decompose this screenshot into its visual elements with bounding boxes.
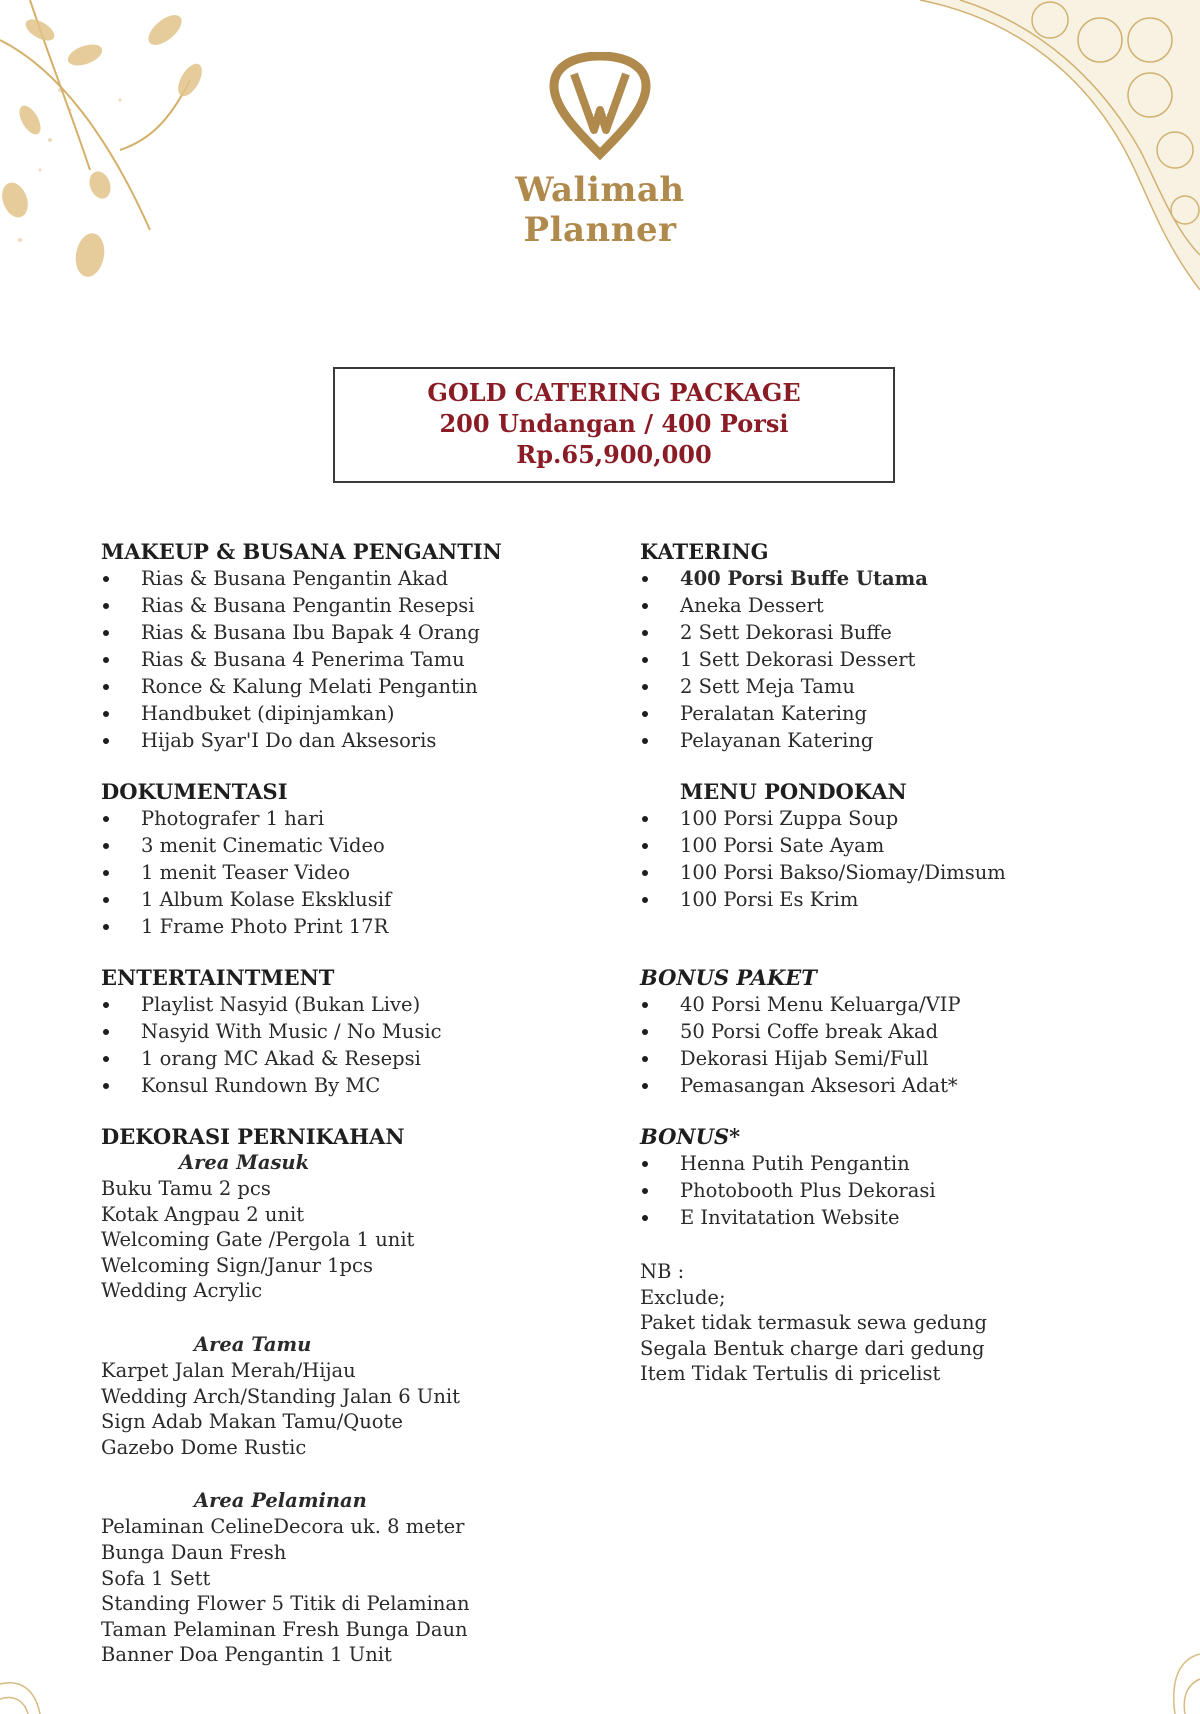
list-item: Sofa 1 Sett: [101, 1566, 211, 1590]
list-item: 2 Sett Dekorasi Buffe: [640, 619, 1160, 646]
list-item: 100 Porsi Zuppa Soup: [640, 805, 1160, 832]
list-item: Konsul Rundown By MC: [101, 1072, 621, 1099]
section-title-makeup: MAKEUP & BUSANA PENGANTIN: [101, 539, 502, 564]
list-item: Segala Bentuk charge dari gedung: [640, 1336, 985, 1360]
list-makeup: [101, 565, 621, 754]
list-item: Rias & Busana Pengantin Akad: [101, 565, 621, 592]
notes-exclude-label: Exclude;: [640, 1285, 726, 1309]
subsection-area-tamu: Area Tamu: [194, 1332, 312, 1356]
list-item: 2 Sett Meja Tamu: [640, 673, 1160, 700]
list-item: 1 orang MC Akad & Resepsi: [101, 1045, 621, 1072]
list-item: Henna Putih Pengantin: [640, 1150, 1160, 1177]
list-item: Rias & Busana Pengantin Resepsi: [101, 592, 621, 619]
list-item: Wedding Arch/Standing Jalan 6 Unit: [101, 1384, 460, 1408]
walimah-logo-icon: [548, 52, 652, 160]
list-item: E Invitatation Website: [640, 1204, 1160, 1231]
list-item: Karpet Jalan Merah/Hijau: [101, 1358, 356, 1382]
subsection-area-pelaminan: Area Pelaminan: [194, 1489, 367, 1513]
right-column: [640, 538, 1160, 1387]
section-title-dokumentasi: DOKUMENTASI: [101, 779, 288, 804]
list-item: Wedding Acrylic: [101, 1279, 263, 1303]
list-item: Welcoming Gate /Pergola 1 unit: [101, 1228, 415, 1252]
gold-arch-decoration: [900, 0, 1200, 290]
gold-leaves-decoration: [0, 0, 220, 300]
list-item: 1 Sett Dekorasi Dessert: [640, 646, 1160, 673]
list-item: Kotak Angpau 2 unit: [101, 1202, 305, 1226]
list-item: Standing Flower 5 Titik di Pelaminan: [101, 1592, 470, 1616]
list-item: 3 menit Cinematic Video: [101, 832, 621, 859]
list-item: Sign Adab Makan Tamu/Quote: [101, 1410, 403, 1434]
section-title-menu-pondokan: MENU PONDOKAN: [680, 779, 907, 804]
list-item: 40 Porsi Menu Keluarga/VIP: [640, 991, 1160, 1018]
list-menu-pondokan: [640, 805, 1160, 913]
list-bonus-paket: [640, 991, 1160, 1099]
brand-logo: [440, 52, 760, 250]
section-title-entertainment: ENTERTAINTMENT: [101, 965, 335, 990]
list-item: Pelaminan CelineDecora uk. 8 meter: [101, 1515, 465, 1539]
list-item: Rias & Busana Ibu Bapak 4 Orang: [101, 619, 621, 646]
list-item: Hijab Syar'I Do dan Aksesoris: [101, 727, 621, 754]
package-guests: 200 Undangan / 400 Porsi: [439, 409, 789, 438]
gold-flower-decoration: [1140, 1634, 1200, 1714]
left-column: [101, 538, 621, 1668]
list-item: 400 Porsi Buffe Utama: [640, 565, 1160, 592]
list-item: Peralatan Katering: [640, 700, 1160, 727]
list-dokumentasi: [101, 805, 621, 940]
notes-label: NB :: [640, 1260, 685, 1283]
list-item: 1 Frame Photo Print 17R: [101, 913, 621, 940]
list-item: Nasyid With Music / No Music: [101, 1018, 621, 1045]
package-price: Rp.65,900,000: [516, 440, 712, 469]
section-title-katering: KATERING: [640, 539, 769, 564]
list-item: Bunga Daun Fresh: [101, 1540, 287, 1564]
package-header: [333, 367, 895, 483]
list-item: Ronce & Kalung Melati Pengantin: [101, 673, 621, 700]
package-title: GOLD CATERING PACKAGE: [427, 378, 801, 407]
list-item: Welcoming Sign/Janur 1pcs: [101, 1253, 373, 1277]
list-item: Buku Tamu 2 pcs: [101, 1177, 271, 1200]
list-katering: [640, 565, 1160, 754]
list-item: 50 Porsi Coffe break Akad: [640, 1018, 1160, 1045]
list-item: Pemasangan Aksesori Adat*: [640, 1072, 1160, 1099]
list-item: 1 menit Teaser Video: [101, 859, 621, 886]
section-title-bonus-paket: BONUS PAKET: [640, 965, 817, 990]
list-item: Aneka Dessert: [640, 592, 1160, 619]
list-item: Item Tidak Tertulis di pricelist: [640, 1362, 941, 1386]
list-item: Paket tidak termasuk sewa gedung: [640, 1311, 988, 1335]
list-item: Rias & Busana 4 Penerima Tamu: [101, 646, 621, 673]
list-item: Playlist Nasyid (Bukan Live): [101, 991, 621, 1018]
section-title-bonus: BONUS*: [640, 1124, 741, 1149]
list-item: Banner Doa Pengantin 1 Unit: [101, 1643, 392, 1667]
gold-flower-decoration: [0, 1624, 90, 1714]
list-item: 100 Porsi Sate Ayam: [640, 832, 1160, 859]
list-item: Pelayanan Katering: [640, 727, 1160, 754]
list-entertainment: [101, 991, 621, 1099]
list-item: Photografer 1 hari: [101, 805, 621, 832]
list-item: Handbuket (dipinjamkan): [101, 700, 621, 727]
list-item: 100 Porsi Es Krim: [640, 886, 1160, 913]
brand-name: Walimah Planner: [515, 170, 685, 250]
list-item: 100 Porsi Bakso/Siomay/Dimsum: [640, 859, 1160, 886]
list-item: Dekorasi Hijab Semi/Full: [640, 1045, 1160, 1072]
list-item: Photobooth Plus Dekorasi: [640, 1177, 1160, 1204]
section-title-dekorasi: DEKORASI PERNIKAHAN: [101, 1124, 405, 1149]
subsection-area-masuk: Area Masuk: [179, 1151, 310, 1174]
list-item: 1 Album Kolase Eksklusif: [101, 886, 621, 913]
list-item: Gazebo Dome Rustic: [101, 1435, 307, 1459]
list-bonus: [640, 1150, 1160, 1231]
list-item: Taman Pelaminan Fresh Bunga Daun: [101, 1617, 468, 1641]
